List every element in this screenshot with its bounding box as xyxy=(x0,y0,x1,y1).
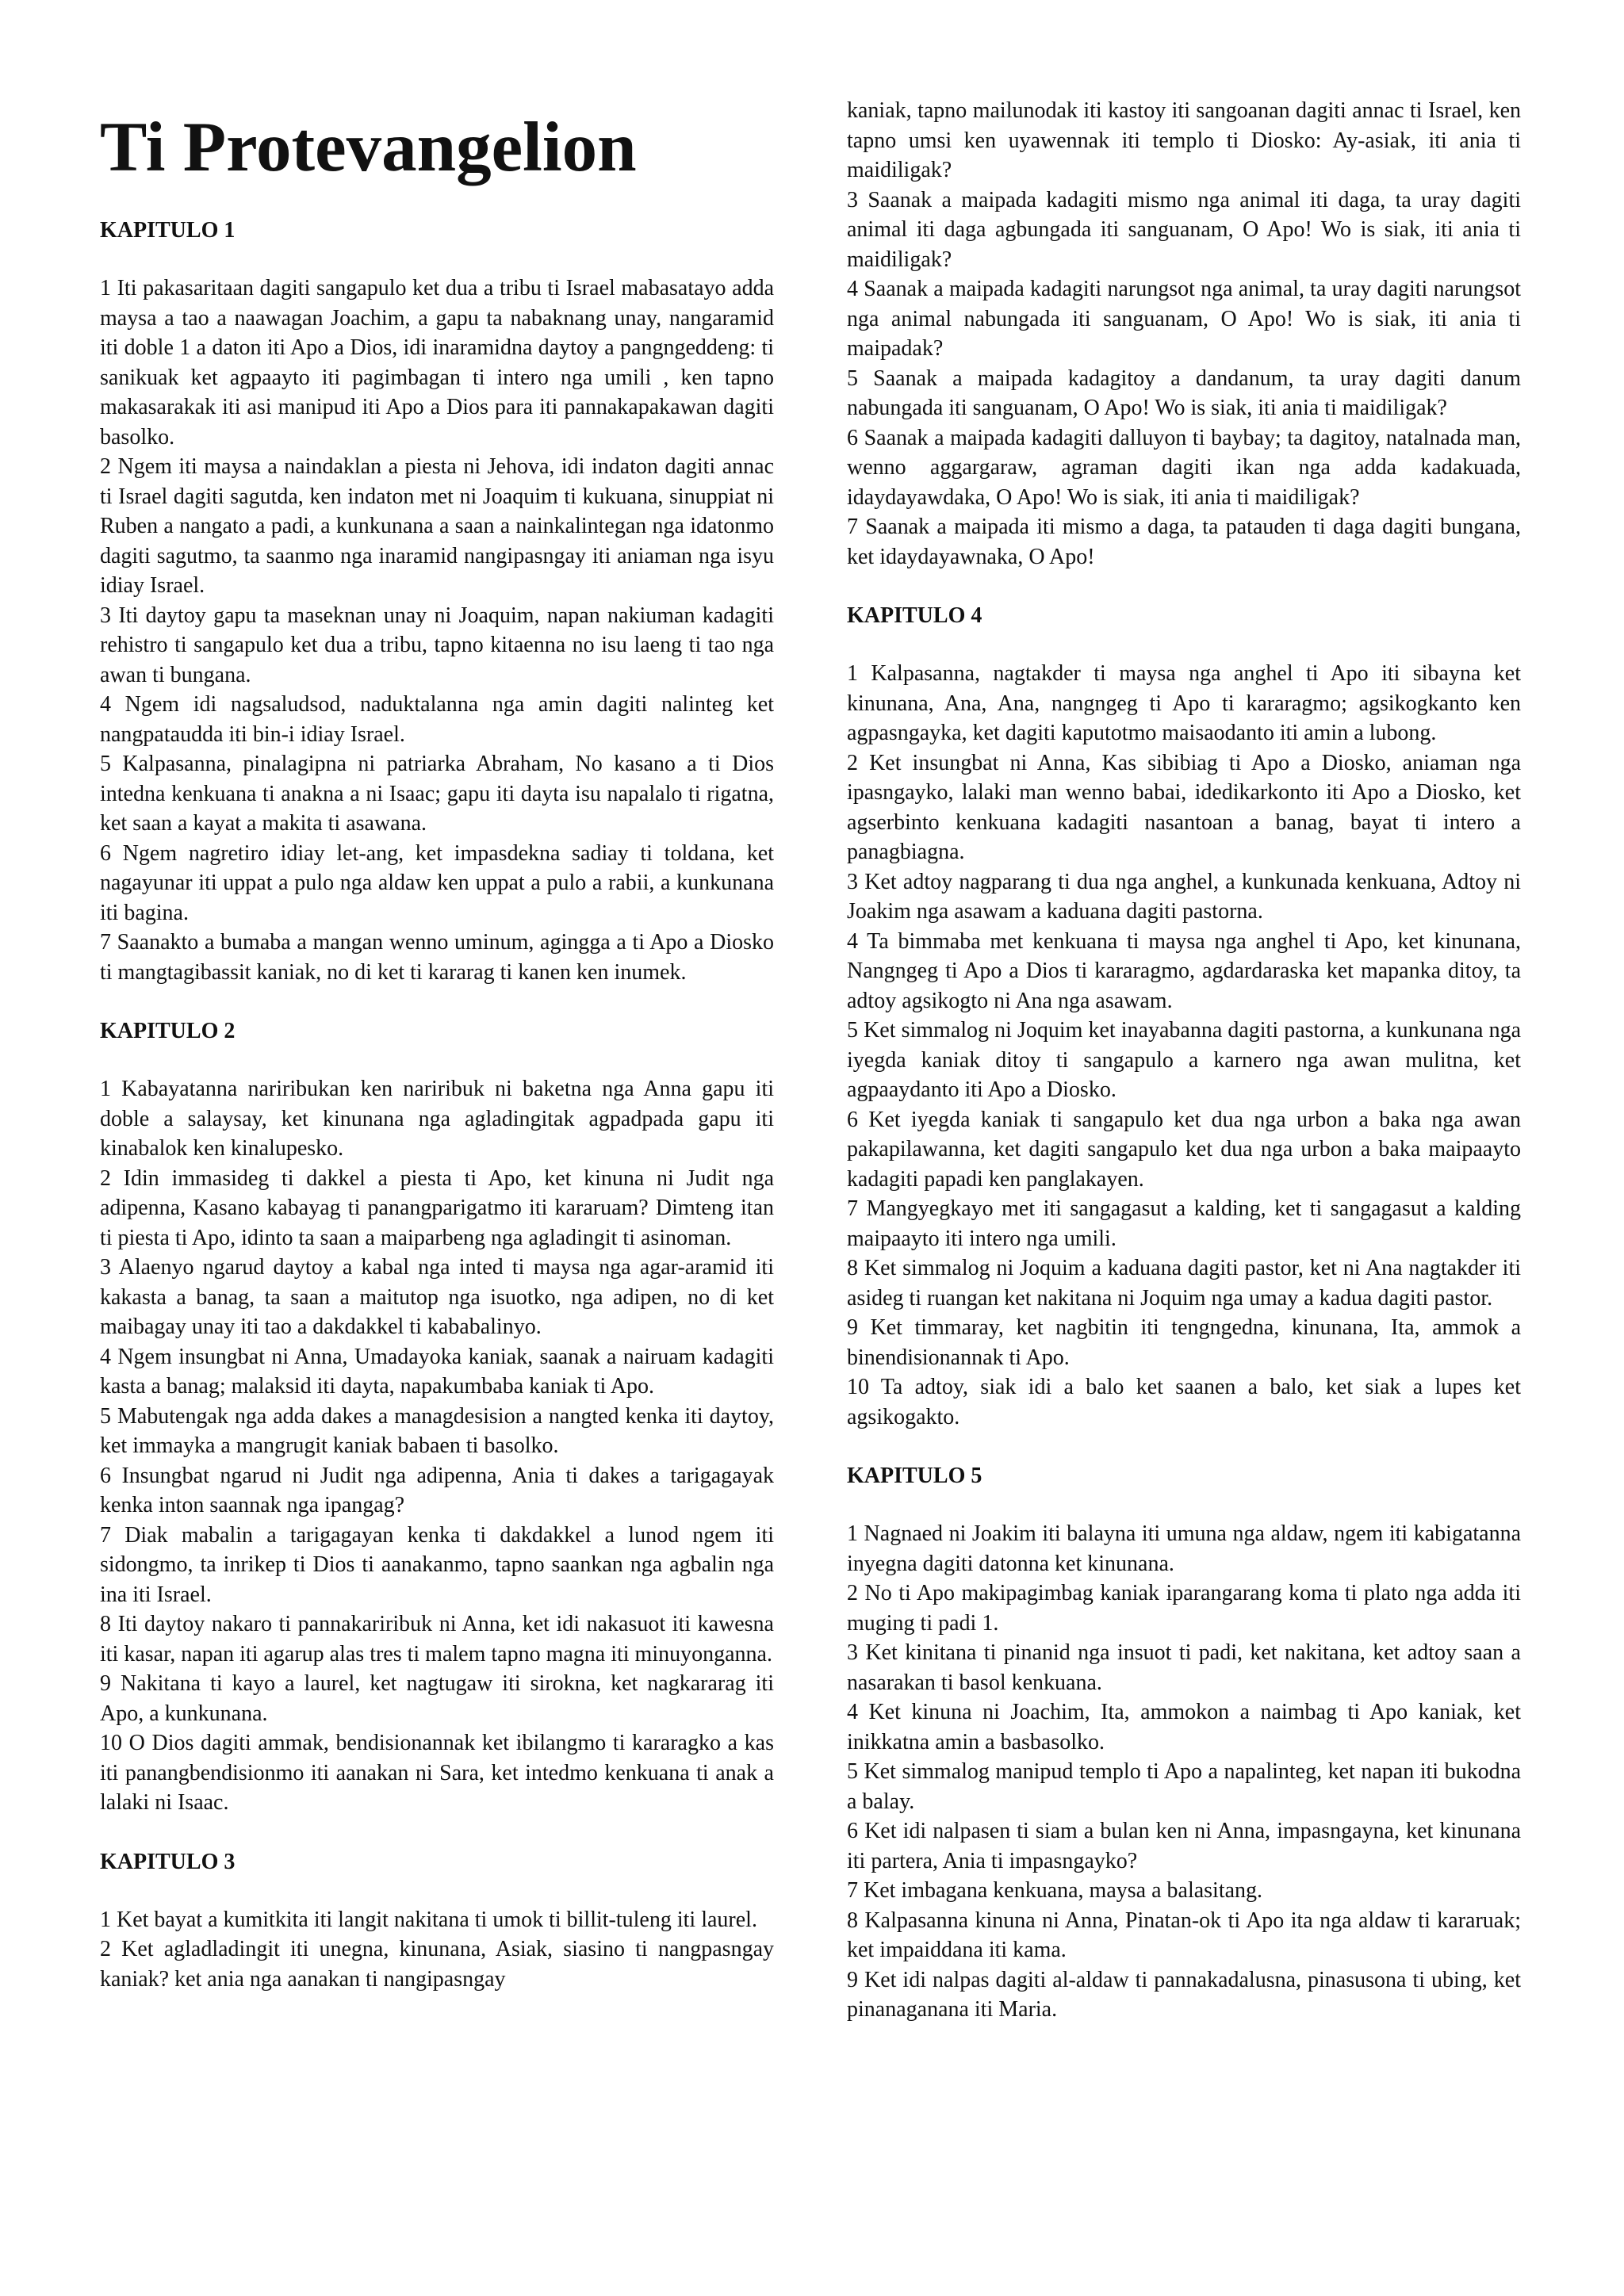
verse: 1 Ket bayat a kumitkita iti langit nakitana ti umok ti billit-tuleng iti laurel. xyxy=(100,1907,757,1932)
verse: 9 Nakitana ti kayo a laurel, ket nagtugaw iti sirokna, ket nagkararag iti Apo, a kunkunana. xyxy=(100,1671,774,1726)
verse: 5 Mabutengak nga adda dakes a managdesision a nangted kenka iti daytoy, ket immayka a mangrugit kaniak babaen ti basolko. xyxy=(100,1403,774,1458)
verse: 3 Ket kinitana ti pinanid nga insuot ti padi, ket nakitana, ket adtoy saan a nasarakan ti basol kenkuana. xyxy=(847,1640,1521,1695)
verse: 8 Kalpasanna kinuna ni Anna, Pinatan-ok ti Apo ita nga aldaw ti kararuak; ket impaiddana iti kama. xyxy=(847,1908,1521,1962)
verse: 4 Ngem insungbat ni Anna, Umadayoka kaniak, saanak a nairuam kadagiti kasta a banag; malaksid iti dayta, napakumbaba kaniak ti Apo. xyxy=(100,1344,774,1399)
verse: 6 Ngem nagretiro idiay let-ang, ket impasdekna sadiay ti toldana, ket nagayunar iti uppat a pulo nga aldaw ken uppat a pulo a rabii, a kunkunana iti bagina. xyxy=(100,840,774,925)
verse: 7 Mangyegkayo met iti sangagasut a kalding, ket ti sangagasut a kalding maipaayto iti intero nga umili. xyxy=(847,1196,1521,1251)
verse: 4 Saanak a maipada kadagiti narungsot nga animal, ta uray dagiti narungsot nga animal nabungada iti sanguanam, O Apo! Wo is siak, iti ania ti maipadak? xyxy=(847,277,1521,361)
verse: 3 Saanak a maipada kadagiti mismo nga animal iti daga, ta uray dagiti animal iti daga agbungada iti sanguanam, O Apo! Wo is siak, iti ania ti maidiligak? xyxy=(847,187,1521,272)
chapter-3-heading: KAPITULO 3 xyxy=(100,1849,236,1874)
chapter-1-heading: KAPITULO 1 xyxy=(100,218,236,243)
verse: 3 Ket adtoy nagparang ti dua nga anghel, a kunkunada kenkuana, Adtoy ni Joakim nga asawam a kaduana dagiti pastorna. xyxy=(847,869,1521,924)
verse: 5 Saanak a maipada kadagitoy a dandanum, ta uray dagiti danum nabungada iti sanguanam, O Apo! Wo is siak, iti ania ti maidiligak? xyxy=(847,365,1521,420)
verse: 7 Diak mabalin a tarigagayan kenka ti dakdakkel a lunod ngem iti sidongmo, ta inrikep ti Dios ti aanakanmo, tapno saankan nga agbalin nga ina iti Israel. xyxy=(100,1522,774,1607)
verse: 2 No ti Apo makipagimbag kaniak iparangarang koma ti plato nga adda iti muging ti padi 1. xyxy=(847,1581,1521,1636)
left-column xyxy=(100,0,774,2023)
chapter-2-verses xyxy=(100,1074,774,1818)
verse: 4 Ngem idi nagsaludsod, naduktalanna nga amin dagiti nalinteg ket nangpataudda iti bin-i idiay Israel. xyxy=(100,692,774,747)
verse: 6 Insungbat ngarud ni Judit nga adipenna, Ania ti dakes a tarigagayak kenka inton saannak nga ipangag? xyxy=(100,1463,774,1517)
verse: 1 Iti pakasaritaan dagiti sangapulo ket dua a tribu ti Israel mabasatayo adda maysa a tao a naawagan Joachim, a gapu ta nabaknang unay, nangaramid iti doble 1 a daton iti Apo a Dios, idi inaramidna daytoy a pangngeddeng: ti sanikuak ket agpaayto iti pagimbagan ti intero nga umili , ken tapno makasarakak iti asi manipud iti Apo a Dios para iti pannakapakawan dagiti basolko. xyxy=(100,276,774,450)
verse: 9 Ket idi nalpas dagiti al-aldaw ti pannakadalusna, pinasusona ti ubing, ket pinanaganana iti Maria. xyxy=(847,1967,1521,2022)
verse: 6 Saanak a maipada kadagiti dalluyon ti baybay; ta dagitoy, natalnada man, wenno aggargaraw, agraman dagiti ikan nga adda kadakuada, idaydayawdaka, O Apo! Wo is siak, iti ania ti maidiligak? xyxy=(847,425,1521,510)
chapter-4-verses xyxy=(847,659,1521,1432)
chapter-1-verses xyxy=(100,274,774,987)
verse: 3 Alaenyo ngarud daytoy a kabal nga inted ti maysa nga agar-aramid iti kakasta a banag, ta saan a maitutop nga isuotko, nga adipen, no di ket maibagay unay iti tao a dakdakkel ti kababalinyo. xyxy=(100,1255,774,1339)
verse: 1 Nagnaed ni Joakim iti balayna iti umuna nga aldaw, ngem iti kabigatanna inyegna dagiti datonna ket kinunana. xyxy=(847,1521,1521,1576)
right-column xyxy=(847,0,1521,2054)
chapter-3-verses xyxy=(100,1905,774,1995)
verse: 1 Kabayatanna nariribukan ken nariribuk ni baketna nga Anna gapu iti doble a salaysay, ket kinunana nga agladingitak agpadpada gapu iti kinabalok ken kinalupesko. xyxy=(100,1077,774,1161)
chapter-2-heading: KAPITULO 2 xyxy=(100,1019,236,1043)
verse: kaniak, tapno mailunodak iti kastoy iti sangoanan dagiti annac ti Israel, ken tapno umsi ken uyawennak iti templo ti Diosko: Ay-asiak, iti ania ti maidiligak? xyxy=(847,98,1521,182)
verse: 2 Ket insungbat ni Anna, Kas sibibiag ti Apo a Diosko, aniaman nga ipasngayko, lalaki man wenno babai, idedikarkonto iti Apo a Diosko, ket agserbinto kenkuana kadagiti nasantoan a banag, bayat ti intero a panagbiagna. xyxy=(847,750,1521,864)
verse: 4 Ket kinuna ni Joachim, Ita, ammokon a naimbag ti Apo kaniak, ket inikkatna amin a basbasolko. xyxy=(847,1700,1521,1755)
verse: 5 Ket simmalog manipud templo ti Apo a napalinteg, ket napan iti bukodna a balay. xyxy=(847,1759,1521,1814)
verse: 6 Ket iyegda kaniak ti sangapulo ket dua nga urbon a baka nga awan pakapilawanna, ket dagiti sangapulo ket dua nga urbon a baka maipaayto kadagiti papadi ken panglakayen. xyxy=(847,1107,1521,1192)
verse: 4 Ta bimmaba met kenkuana ti maysa nga anghel ti Apo, ket kinunana, Nangngeg ti Apo a Dios ti kararagmo, agdardaraska ket mapanka ditoy, ta adtoy agsikogto ni Ana nga asawam. xyxy=(847,928,1521,1013)
verse: 3 Iti daytoy gapu ta maseknan unay ni Joaquim, napan nakiuman kadagiti rehistro ti sangapulo ket dua a tribu, tapno kitaenna no isu laeng ti tao nga awan ti bungana. xyxy=(100,603,774,687)
chapter-4-heading: KAPITULO 4 xyxy=(847,603,982,628)
chapter-3-verses-continued xyxy=(847,96,1521,572)
verse: 10 O Dios dagiti ammak, bendisionannak ket ibilangmo ti kararagko a kas iti panangbendisionmo iti aanakan ni Sara, ket intedmo kenkuana ti anak a lalaki ni Isaac. xyxy=(100,1731,774,1815)
verse: 9 Ket timmaray, ket nagbitin iti tengngedna, kinunana, Ita, ammok a binendisionannak ti Apo. xyxy=(847,1315,1521,1370)
verse: 7 Ket imbagana kenkuana, maysa a balasitang. xyxy=(847,1878,1263,1903)
verse: 2 Ngem iti maysa a naindaklan a piesta ni Jehova, idi indaton dagiti annac ti Israel dagiti sagutda, ken indaton met ni Joaquim ti kukuana, sinuppiat ni Ruben a nangato a padi, a kunkunana a saan a nainkalintegan nga idatonmo dagiti sagutmo, ta saanmo nga inaramid nangipasngay iti aniaman nga isyu idiay Israel. xyxy=(100,454,774,598)
verse: 8 Iti daytoy nakaro ti pannakariribuk ni Anna, ket idi nakasuot iti kawesna iti kasar, napan iti agarup alas tres ti malem tapno magna iti minuyonganna. xyxy=(100,1612,774,1667)
chapter-5-verses xyxy=(847,1519,1521,2025)
verse: 7 Saanak a maipada iti mismo a daga, ta patauden ti daga dagiti bungana, ket idaydayawnaka, O Apo! xyxy=(847,515,1521,569)
verse: 7 Saanakto a bumaba a mangan wenno uminum, agingga a ti Apo a Diosko ti mangtagibassit kaniak, no di ket ti kararag ti kanen ken inumek. xyxy=(100,930,774,985)
verse: 5 Kalpasanna, pinalagipna ni patriarka Abraham, No kasano a ti Dios intedna kenkuana ti anakna a ni Isaac; gapu iti dayta isu napalalo ti rigatna, ket saan a kayat a makita ti asawana. xyxy=(100,752,774,836)
verse: 2 Idin immasideg ti dakkel a piesta ti Apo, ket kinuna ni Judit nga adipenna, Kasano kabayag ti panangparigatmo iti kararuam? Dimteng itan ti piesta ti Apo, idinto ta saan a maiparbeng nga agladingit ti asinoman. xyxy=(100,1165,774,1250)
verse: 5 Ket simmalog ni Joquim ket inayabanna dagiti pastorna, a kunkunana nga iyegda kaniak ditoy ti sangapulo a karnero nga awan mulitna, ket agpaaydanto iti Apo a Diosko. xyxy=(847,1018,1521,1102)
document-title: Ti Protevangelion xyxy=(100,109,637,186)
verse: 8 Ket simmalog ni Joquim a kaduana dagiti pastor, ket ni Ana nagtakder iti asideg ti ruangan ket nakitana ni Joquim nga umay a kadua dagiti pastor. xyxy=(847,1256,1521,1311)
chapter-5-heading: KAPITULO 5 xyxy=(847,1464,982,1488)
verse: 2 Ket agladladingit iti unegna, kinunana, Asiak, siasino ti nangpasngay kaniak? ket ania nga aanakan ti nangipasngay xyxy=(100,1937,774,1992)
verse: 6 Ket idi nalpasen ti siam a bulan ken ni Anna, impasngayna, ket kinunana iti partera, Ania ti impasngayko? xyxy=(847,1819,1521,1873)
verse: 10 Ta adtoy, siak idi a balo ket saanen a balo, ket siak a lupes ket agsikogakto. xyxy=(847,1375,1521,1429)
verse: 1 Kalpasanna, nagtakder ti maysa nga anghel ti Apo iti sibayna ket kinunana, Ana, Ana, nangngeg ti Apo ti kararagmo; agsikogkanto ken agpasngayka, ket dagiti kaputotmo maisaodanto iti amin a lubong. xyxy=(847,661,1521,745)
